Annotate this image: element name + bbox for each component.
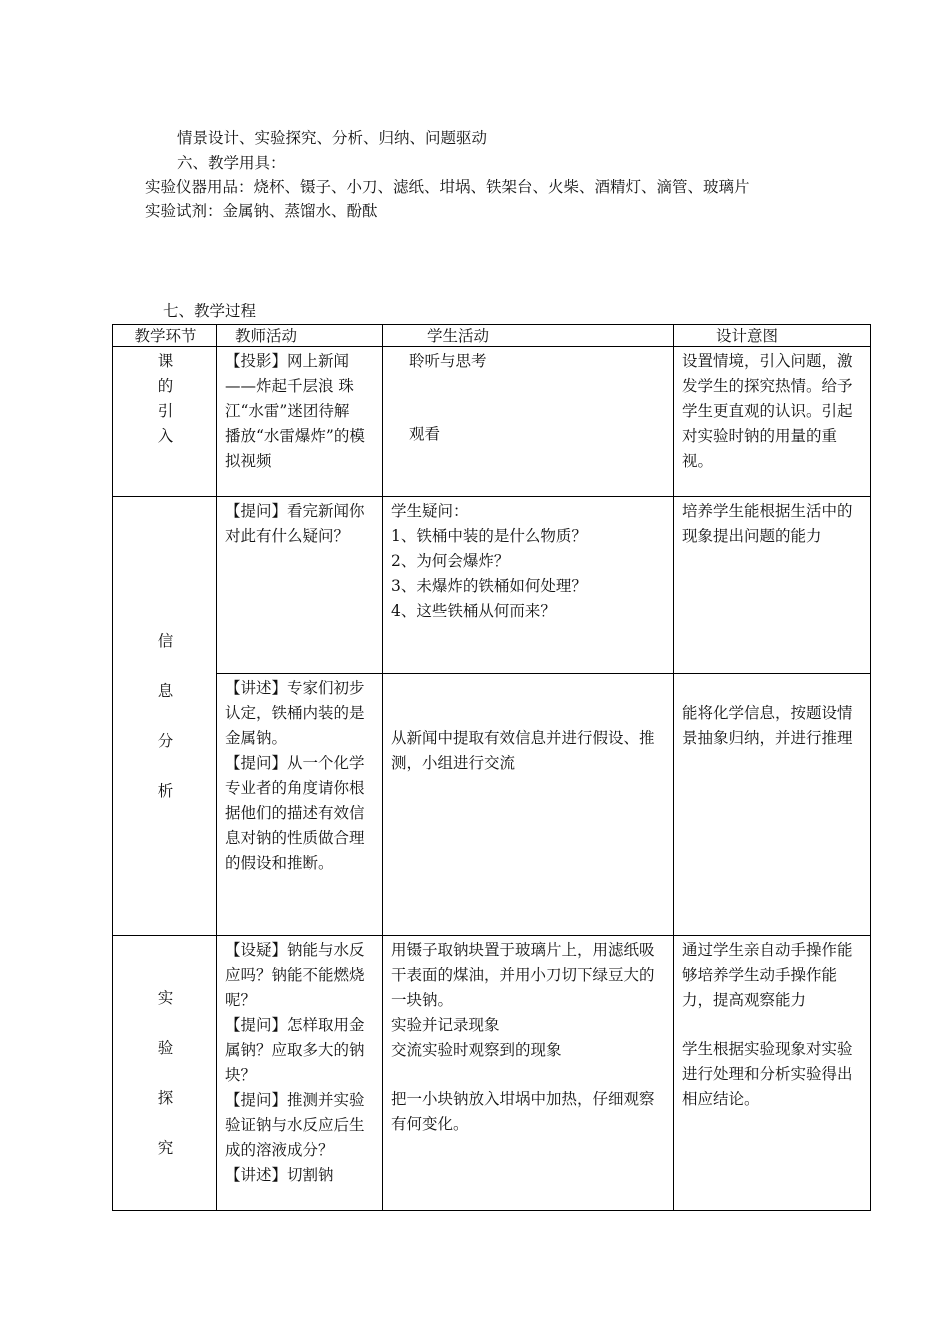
table-row-explore bbox=[113, 936, 871, 1211]
header-teacher: 教师活动 bbox=[217, 325, 383, 347]
lab-reagents-line: 实验试剂：金属钠、蒸馏水、酚酞 bbox=[145, 202, 378, 220]
teacher-activity-info-2: 【讲述】专家们初步认定，铁桶内装的是金属钠。 【提问】从一个化学专业者的角度请你根据他们的描述有效信息对钠的性质做合理的假设和推断。 bbox=[217, 674, 383, 936]
teacher-activity-info-1: 【提问】看完新闻你对此有什么疑问？ bbox=[217, 497, 383, 674]
header-student: 学生活动 bbox=[383, 325, 674, 347]
design-intent-intro: 设置情境，引入问题，激发学生的探究热情。给予学生更直观的认识。引起对实验时钠的用量的重视。 bbox=[674, 347, 871, 497]
table-row-info-2 bbox=[113, 674, 871, 936]
student-activity-info-2: 从新闻中提取有效信息并进行假设、推测，小组进行交流 bbox=[383, 674, 674, 936]
stage-explore: 实 验 探 究 bbox=[113, 936, 217, 1211]
design-intent-explore: 通过学生亲自动手操作能够培养学生动手操作能力，提高观察能力 学生根据实验现象对实验进行处理和分析实验得出相应结论。 bbox=[674, 936, 871, 1211]
table-row-intro bbox=[113, 347, 871, 497]
header-stage: 教学环节 bbox=[113, 325, 217, 347]
design-intent-info-1: 培养学生能根据生活中的现象提出问题的能力 bbox=[674, 497, 871, 674]
student-activity-intro: 聆听与思考 观看 bbox=[383, 347, 674, 497]
design-intent-info-2: 能将化学信息，按题设情景抽象归纳，并进行推理 bbox=[674, 674, 871, 936]
teaching-tools-heading: 六、教学用具： bbox=[177, 154, 286, 172]
student-activity-info-1: 学生疑问： 1、铁桶中装的是什么物质？ 2、为何会爆炸？ 3、未爆炸的铁桶如何处理？ 4、这些铁桶从何而来？ bbox=[383, 497, 674, 674]
header-design: 设计意图 bbox=[674, 325, 871, 347]
teacher-activity-explore: 【设疑】钠能与水反应吗？钠能不能燃烧呢？ 【提问】怎样取用金属钠？应取多大的钠块？ 【提问】推测并实验验证钠与水反应后生成的溶液成分？ 【讲述】切割钠 bbox=[217, 936, 383, 1211]
section-title-teaching-process: 七、教学过程 bbox=[163, 302, 257, 320]
lab-equipment-line: 实验仪器用品：烧杯、镊子、小刀、滤纸、坩埚、铁架台、火柴、酒精灯、滴管、玻璃片 bbox=[145, 178, 750, 196]
student-activity-explore: 用镊子取钠块置于玻璃片上，用滤纸吸干表面的煤油，并用小刀切下绿豆大的一块钠。 实验并记录现象 交流实验时观察到的现象 把一小块钠放入坩埚中加热，仔细观察有何变化。 bbox=[383, 936, 674, 1211]
teaching-process-table bbox=[112, 324, 871, 1211]
teaching-methods-line: 情景设计、实验探究、分析、归纳、问题驱动 bbox=[177, 129, 488, 147]
table-row-info-1 bbox=[113, 497, 871, 674]
table-header-row bbox=[113, 325, 871, 347]
stage-info: 信 息 分 析 bbox=[113, 497, 217, 936]
teacher-activity-intro: 【投影】网上新闻——炸起千层浪 珠江“水雷”迷团待解 播放“水雷爆炸”的模拟视频 bbox=[217, 347, 383, 497]
stage-intro: 课 的 引 入 bbox=[113, 347, 217, 497]
